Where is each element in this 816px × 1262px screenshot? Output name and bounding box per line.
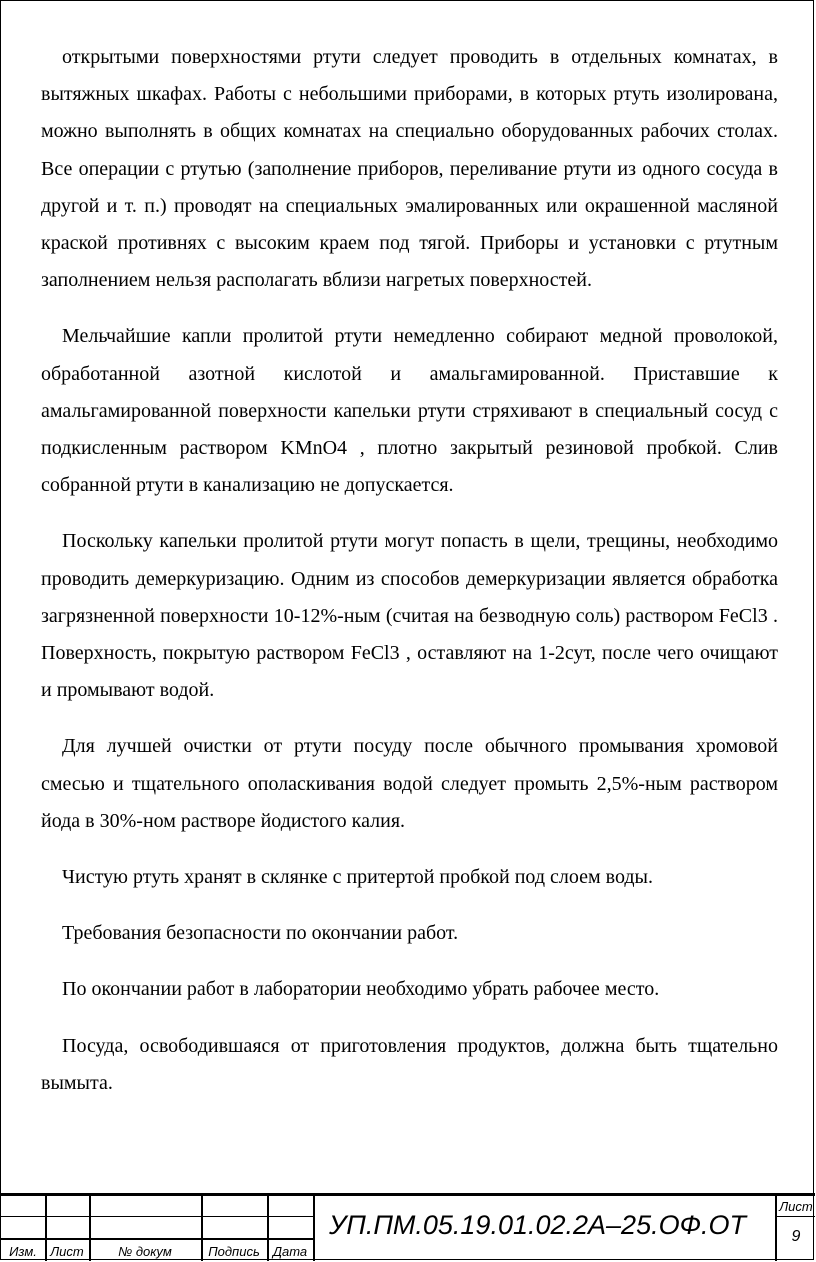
stamp-row-line [1,1238,313,1240]
paragraph-5: Чистую ртуть хранят в склянке с притертой пробкой под слоем воды. [62,866,653,889]
stamp-doc-label: № докум [118,1244,172,1259]
paragraph-2: Мельчайшие капли пролитой ртути немедленно собирают медной проволокой, обработанной азотной кислотой и амальгамированной. Приставшие к амальгамированной поверхности капельки ртути стряхивают в специальный сосуд с подкисленным раствором KMnO4 , плотно закрытый резиновой пробкой. Слив собранной ртути в канализацию не допускается. [41,325,778,497]
paragraph-6: Требования безопасности по окончании работ. [62,922,459,945]
paragraph-8: Посуда, освободившаяся от приготовления продуктов, должна быть тщательно вымыта. [41,1034,778,1094]
stamp-sign-label: Подпись [208,1244,260,1259]
stamp-list-label: Лист [50,1244,84,1259]
stamp-divider [313,1196,315,1261]
stamp-izm-label: Изм. [9,1244,37,1259]
stamp-row-line [1,1216,313,1217]
paragraph-7: По окончании работ в лаборатории необходимо убрать рабочее место. [62,978,660,1001]
paragraph-4: Для лучшей очистки от ртути посуду после обычного промывания хромовой смесью и тщательного ополаскивания водой следует промыть 2,5%-ным раствором йода в 30%-ном растворе йодистого калия. [41,735,778,832]
document-body [41,39,778,1102]
title-block [1,1193,815,1261]
sheet-number: 9 [791,1228,801,1245]
stamp-row-line [775,1216,815,1217]
paragraph-3: Поскольку капельки пролитой ртути могут попасть в щели, трещины, необходимо проводить демеркуризацию. Одним из способов демеркуризации является обработка загрязненной поверхности 10-12%-ным (считая на безводную соль) раствором FeCl3 . Поверхность, покрытую раствором FeCl3 , оставляют на 1-2сут, после чего очищают и промывают водой. [41,530,778,702]
document-code: УП.ПМ.05.19.01.02.2А–25.ОФ.ОТ [329,1210,747,1240]
sheet-label: Лист [779,1199,813,1214]
stamp-date-label: Дата [272,1244,308,1259]
paragraph-1: открытыми поверхностями ртути следует проводить в отдельных комнатах, в вытяжных шкафах. Работы с небольшими приборами, в которых ртуть изолирована, можно выполнять в общих комнатах на специально оборудованных рабочих столах. Все операции с ртутью (заполнение приборов, переливание ртути из одного сосуда в другой и т. п.) проводят на специальных эмалированных или окрашенной масляной краской противнях с высоким краем под тягой. Приборы и установки с ртутным заполнением нельзя располагать вблизи нагретых поверхностей. [41,46,778,292]
